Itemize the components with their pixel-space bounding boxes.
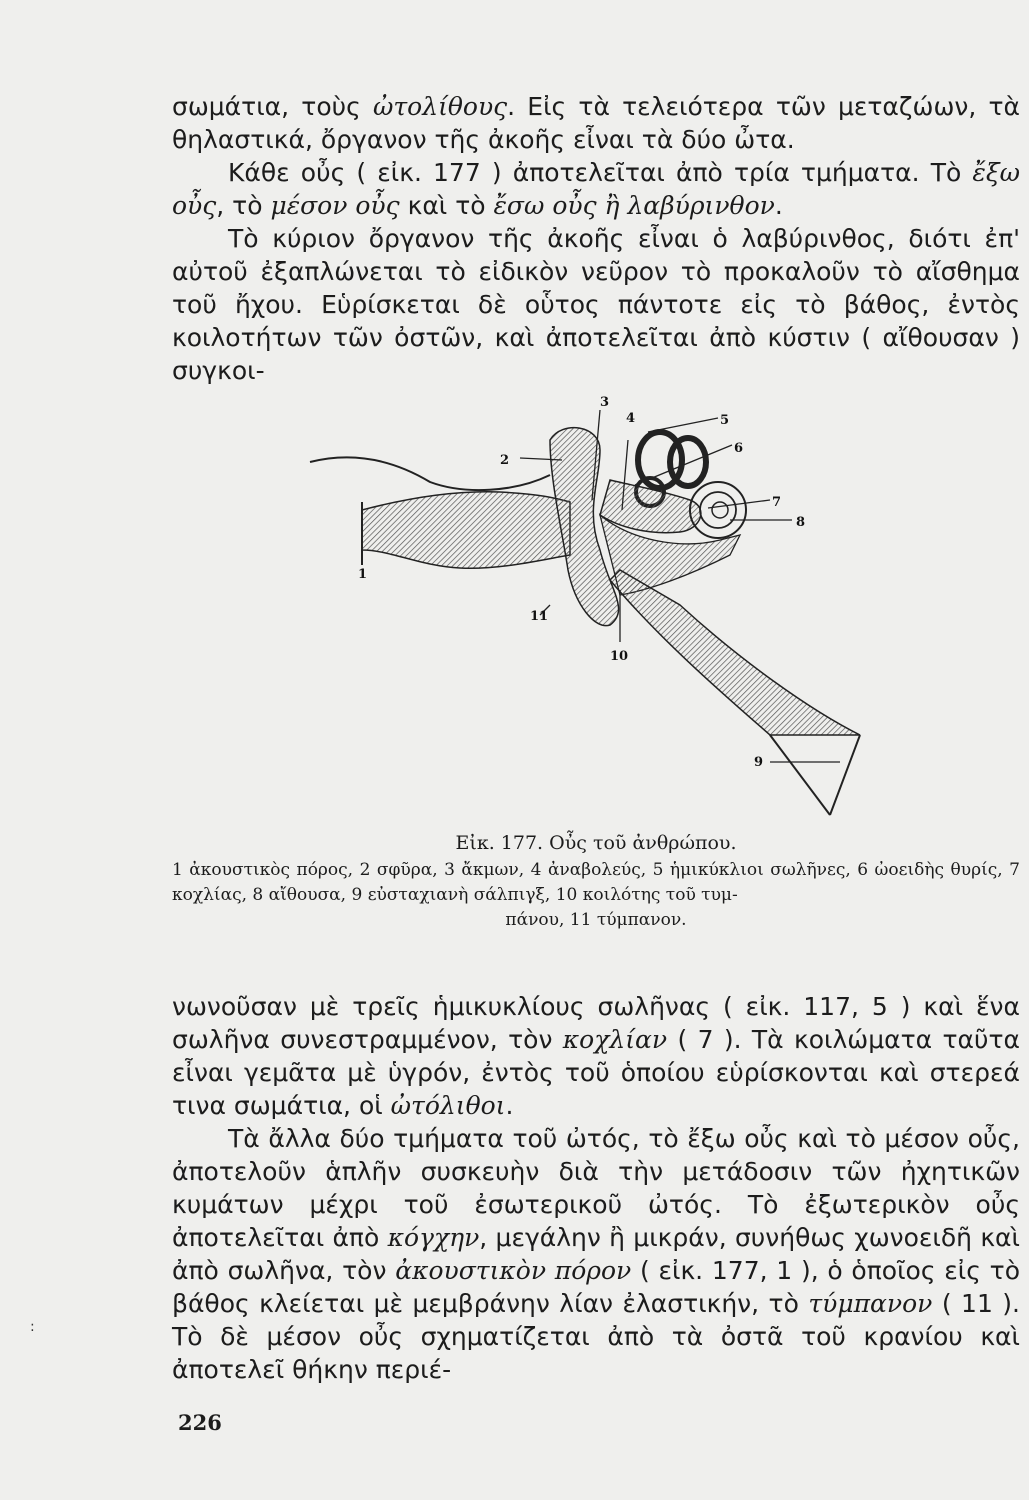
text-run: . Εἰς τὰ τελειότερα τῶν μεταζώων, τὰ θηλαστικά, ὄργανον τῆς ἀκοῆς εἶναι τὰ δύο ὦτα. — [172, 92, 1020, 154]
paragraph-5 — [172, 1122, 1020, 1386]
figure-label: 10 — [610, 649, 629, 664]
caption-text: πάνου, 11 τύμπανον. — [505, 910, 687, 930]
figure-label: 6 — [734, 441, 744, 456]
text-run: , τὸ — [216, 191, 271, 220]
semicircular-canal — [670, 438, 706, 486]
italic-term: ἔσω οὖς ἢ λαβύρινθον — [493, 191, 775, 220]
figure-label: 7 — [772, 495, 782, 510]
italic-term: ὠτόλιθοι — [390, 1091, 506, 1120]
text-run: . — [774, 191, 783, 220]
ear-canal — [362, 492, 570, 569]
italic-term: κοχλίαν — [562, 1025, 668, 1054]
figure-label: 1 — [358, 567, 368, 582]
figure-label: 5 — [720, 413, 730, 428]
text-run: ( εἰκ. 177, 1 ), ὁ ὁποῖος εἰς τὸ βάθος κλείεται μὲ μεμβράνην λίαν ἐλαστικήν, τὸ — [172, 1256, 1020, 1318]
italic-term: ὠτολίθους — [372, 92, 508, 121]
text-run: Τὰ ἄλλα δύο τμήματα τοῦ ὠτός, τὸ ἔξω οὖς καὶ τὸ μέσον οὖς, ἀποτελοῦν ἁπλῆν συσκευὴν διὰ τὴν μετάδοσιν τῶν ἠχητικῶν κυμάτων μέχρι τοῦ ἐσωτερικοῦ ὠτός. Τὸ ἐξωτερικὸν οὖς ἀποτελεῖται ἀπὸ — [172, 1124, 1020, 1252]
figure-label: 8 — [796, 515, 806, 530]
page-number: 226 — [178, 1410, 222, 1435]
figure-caption-title: Εἰκ. 177. Οὖς τοῦ ἀνθρώπου. — [455, 832, 737, 854]
text-run: ( 7 ). Τὰ κοιλώματα ταῦτα εἶναι γεμᾶτα μὲ ὑγρόν, ἐντὸς τοῦ ὁποίου εὑρίσκονται καὶ στερεά τινα σωμάτια, οἱ — [172, 1025, 1021, 1120]
figure-caption-body — [172, 858, 1020, 933]
figure-label: 2 — [500, 453, 510, 468]
text-run: νωνοῦσαν μὲ τρεῖς ἡμικυκλίους σωλῆνας ( εἰκ. 117, 5 ) καὶ ἕνα σωλῆνα συνεστραμμένον, τὸν — [172, 992, 1020, 1054]
paragraph-4 — [172, 990, 1020, 1122]
ear-anatomy-figure — [300, 390, 880, 830]
paragraph-3 — [172, 222, 1020, 387]
margin-mark: : — [30, 1319, 35, 1335]
eustachian-tube — [610, 570, 860, 735]
text-run: , μεγάλην ἢ μικράν, συνήθως χωνοειδῆ καὶ ἀπὸ σωλῆνα, τὸν — [172, 1223, 1020, 1285]
caption-text: 1 ἀκουστικὸς πόρος, 2 σφῦρα, 3 ἄκμων, 4 ἀναβολεύς, 5 ἡμικύκλιοι σωλῆνες, 6 ὠοειδὴς θυρίς, 7 κοχλίας, 8 αἴθουσα, 9 εὐσταχιανὴ σάλπιγξ, 10 κοιλότης τοῦ τυμ- — [172, 860, 1020, 905]
figure-label: 3 — [600, 395, 610, 410]
text-run: σωμάτια, τοὺς — [172, 92, 373, 121]
canal-outline — [310, 457, 550, 490]
figure-label: 11 — [530, 609, 549, 624]
text-run: Τὸ κύριον ὄργανον τῆς ἀκοῆς εἶναι ὁ λαβύρινθος, διότι ἐπ' αὐτοῦ ἐξαπλώνεται τὸ εἰδικὸν νεῦρον τὸ προκαλοῦν τὸ αἴσθημα τοῦ ἤχου. Εὑρίσκεται δὲ οὗτος πάντοτε εἰς τὸ βάθος, ἐντὸς κοιλοτήτων τῶν ὀστῶν, καὶ ἀποτελεῖται ἀπὸ κύστιν ( αἴθουσαν ) συγκοι- — [172, 224, 1020, 385]
italic-term: κόγχην — [387, 1223, 480, 1252]
text-run: . — [505, 1091, 514, 1120]
italic-term: ἔξω οὖς — [172, 158, 1020, 220]
text-run: καὶ τὸ — [399, 191, 494, 220]
italic-term: μέσον οὖς — [270, 191, 400, 220]
text-run: ( 11 ). Τὸ δὲ μέσον οὖς σχηματίζεται ἀπὸ τὰ ὀστᾶ τοῦ κρανίου καὶ ἀποτελεῖ θήκην περιέ- — [172, 1289, 1020, 1384]
italic-term: ἀκουστικὸν πόρον — [395, 1256, 632, 1285]
paragraph-2 — [172, 156, 1020, 222]
figure-label: 9 — [754, 755, 764, 770]
text-run: Κάθε οὖς ( εἰκ. 177 ) ἀποτελεῖται ἀπὸ τρία τμήματα. Τὸ — [228, 158, 973, 187]
italic-term: τύμπανον — [808, 1289, 933, 1318]
paragraph-1 — [172, 90, 1020, 156]
figure-label: 4 — [626, 411, 636, 426]
